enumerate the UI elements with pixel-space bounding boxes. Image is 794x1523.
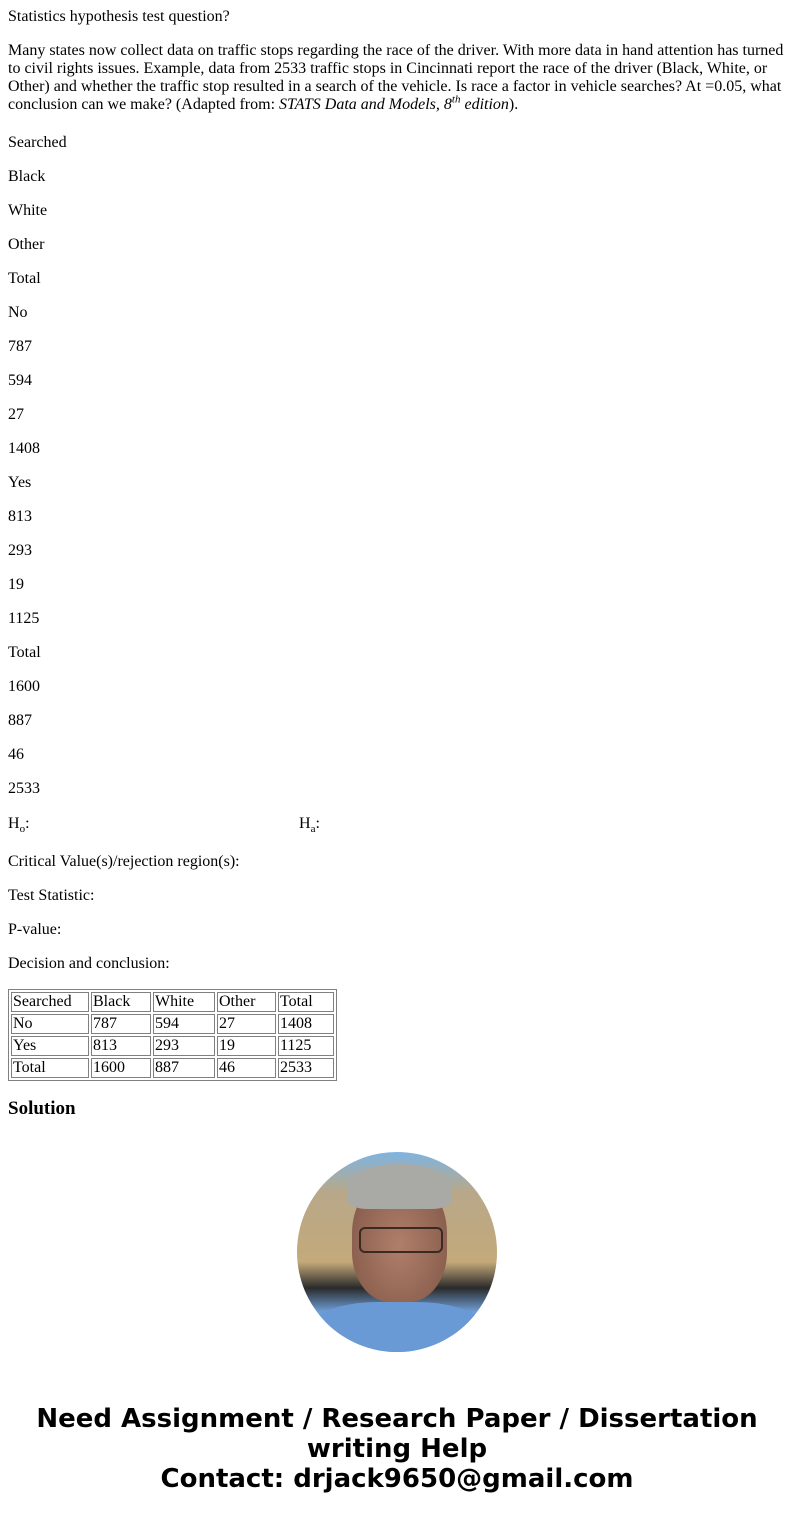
table-cell: 813: [91, 1036, 151, 1056]
flat-cell: 19: [8, 576, 24, 593]
header-cell: Other: [217, 992, 276, 1012]
table-cell: 887: [153, 1058, 215, 1078]
table-cell: 1408: [278, 1014, 334, 1034]
solution-heading: Solution: [8, 1098, 76, 1119]
header-cell: Black: [91, 992, 151, 1012]
flattened-table-text: [8, 134, 67, 814]
ha-letter: H: [299, 815, 311, 832]
table-cell: No: [11, 1014, 89, 1034]
contingency-table: [8, 989, 337, 1081]
table-cell: Total: [11, 1058, 89, 1078]
flat-cell: Searched: [8, 134, 67, 151]
intro-text: Many states now collect data on traffic stops regarding the race of the driver. With more data in hand attention has turned to civil rights issues. Example, data from 2533 traffic stops in Cincinnati report the race of the driver (Black, White, or Other) and whether the traffic stop resulted in a search of the vehicle. Is race a factor in vehicle searches? At =0.05, what conclusion can we make? (Adapted from:: [8, 42, 784, 113]
decision-label: Decision and conclusion:: [8, 955, 170, 972]
test-statistic-label: Test Statistic:: [8, 887, 95, 904]
avatar-hair: [347, 1164, 452, 1209]
edition-superscript: th: [451, 93, 461, 106]
table-cell: 2533: [278, 1058, 334, 1078]
table-cell: Yes: [11, 1036, 89, 1056]
flat-cell: 787: [8, 338, 32, 355]
answer-labels: [8, 853, 240, 989]
p-value-label: P-value:: [8, 921, 62, 938]
ha-subscript: a: [310, 823, 316, 836]
table-cell: 787: [91, 1014, 151, 1034]
intro-end: ).: [508, 96, 519, 113]
table-cell: 1600: [91, 1058, 151, 1078]
avatar-glasses: [359, 1227, 443, 1253]
ha-colon: :: [315, 815, 320, 832]
flat-cell: Yes: [8, 474, 32, 491]
alternative-hypothesis-label: [299, 815, 320, 835]
table-cell: 27: [217, 1014, 276, 1034]
table-cell: 46: [217, 1058, 276, 1078]
book-title: STATS Data and Models: [279, 96, 436, 113]
table-cell: 19: [217, 1036, 276, 1056]
promo-line-2: writing Help: [306, 1434, 488, 1464]
h0-colon: :: [25, 815, 30, 832]
flat-cell: 1600: [8, 678, 40, 695]
flat-cell: 1408: [8, 440, 40, 457]
flat-cell: 1125: [8, 610, 40, 627]
flat-cell: Black: [8, 168, 46, 185]
flat-cell: White: [8, 202, 48, 219]
tutor-avatar: [297, 1152, 497, 1352]
flat-cell: 293: [8, 542, 32, 559]
null-hypothesis-label: [8, 815, 30, 835]
table-row: [11, 1036, 334, 1056]
flat-cell: 887: [8, 712, 32, 729]
table-cell: 1125: [278, 1036, 334, 1056]
question-title: Statistics hypothesis test question?: [8, 8, 230, 25]
flat-cell: 813: [8, 508, 32, 525]
h0-letter: H: [8, 815, 20, 832]
h0-subscript: o: [19, 823, 26, 836]
flat-cell: Total: [8, 644, 41, 661]
promo-contact: Contact: drjack9650@gmail.com: [160, 1464, 634, 1494]
flat-cell: No: [8, 304, 28, 321]
edition-text: [435, 93, 509, 113]
edition-number: , 8: [435, 96, 452, 113]
table-cell: 594: [153, 1014, 215, 1034]
critical-value-label: Critical Value(s)/rejection region(s):: [8, 853, 240, 870]
flat-cell: 2533: [8, 780, 40, 797]
table-row: [11, 1058, 334, 1078]
table-row: [11, 1014, 334, 1034]
header-cell: Total: [278, 992, 334, 1012]
flat-cell: 27: [8, 406, 24, 423]
table-cell: 293: [153, 1036, 215, 1056]
table-header-row: [11, 992, 334, 1012]
flat-cell: Total: [8, 270, 41, 287]
hypotheses-line: [8, 815, 408, 835]
edition-word: edition: [460, 96, 509, 113]
flat-cell: 594: [8, 372, 32, 389]
promo-banner: [0, 1404, 794, 1494]
promo-line-1: Need Assignment / Research Paper / Dissertation: [36, 1404, 758, 1434]
header-cell: Searched: [11, 992, 89, 1012]
question-intro: [8, 42, 788, 114]
header-cell: White: [153, 992, 215, 1012]
flat-cell: 46: [8, 746, 24, 763]
avatar-shirt: [307, 1302, 487, 1352]
flat-cell: Other: [8, 236, 45, 253]
